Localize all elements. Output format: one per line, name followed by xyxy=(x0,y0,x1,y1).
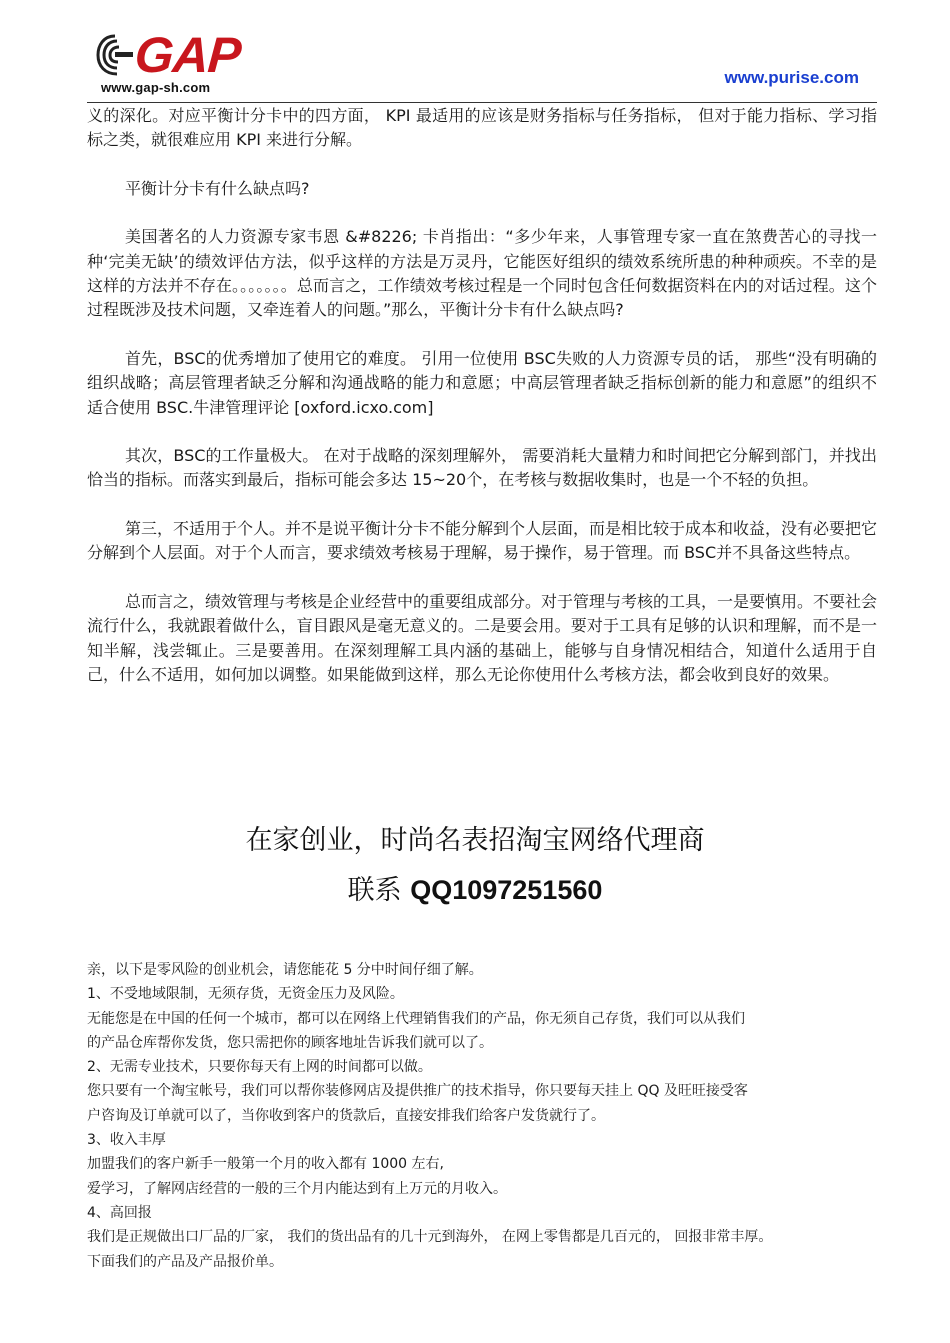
paragraph-second: 其次，BSC的工作量极大。 在对于战略的深刻理解外， 需要消耗大量精力和时间把它分解到部门，并找出恰当的指标。而落实到最后，指标可能会多达 15~20个，在考核与数据收集时，也是一个不轻的负担。 xyxy=(87,446,877,490)
gap-logo xyxy=(95,28,255,96)
ad-line: 您只要有一个淘宝帐号，我们可以帮你装修网店及提供推广的技术指导，你只要每天挂上 QQ 及旺旺接受客 xyxy=(87,1083,748,1100)
paragraph-first: 首先，BSC的优秀增加了使用它的难度。 引用一位使用 BSC失败的人力资源专员的话， 那些“没有明确的组织战略；高层管理者缺乏分解和沟通战略的能力和意愿；中高层管理者缺乏指标创新的能力和意愿”的组织不适合使用 BSC.牛津管理评论 [oxford.icxo.com] xyxy=(87,348,877,417)
ad-details xyxy=(87,958,877,1274)
ad-line: 4、高回报 xyxy=(87,1204,152,1221)
ad-line: 加盟我们的客户新手一般第一个月的收入都有 1000 左右, xyxy=(87,1156,444,1173)
question-heading: 平衡计分卡有什么缺点吗? xyxy=(125,178,310,198)
ad-line: 下面我们的产品及产品报价单。 xyxy=(87,1253,283,1270)
ad-line: 爱学习，了解网店经营的一般的三个月内能达到有上万元的月收入。 xyxy=(87,1180,507,1197)
page-header xyxy=(0,0,950,104)
logo-swirl-icon xyxy=(95,32,135,78)
logo-text: GAP xyxy=(133,27,243,83)
ad-line: 的产品仓库帮你发货，您只需把你的顾客地址告诉我们就可以了。 xyxy=(87,1034,493,1051)
paragraph-summary: 总而言之，绩效管理与考核是企业经营中的重要组成部分。对于管理与考核的工具，一是要慎用。不要社会流行什么，我就跟着做什么，盲目跟风是毫无意义的。二是要会用。要对于工具有足够的认识和理解，而不是一知半解，浅尝辄止。三是要善用。在深刻理解工具内涵的基础上，能够与自身情况相结合，知道什么适用于自己，什么不适用，如何加以调整。如果能做到这样，那么无论你使用什么考核方法，都会收到良好的效果。 xyxy=(87,591,878,684)
paragraph-kpi: 义的深化。对应平衡计分卡中的四方面， KPI 最适用的应该是财务指标与任务指标， 但对于能力指标、学习指标之类，就很难应用 KPI 来进行分解。 xyxy=(87,106,877,150)
ad-contact xyxy=(0,868,950,907)
ad-line: 我们是正规做出口厂品的厂家， 我们的货出品有的几十元到海外， 在网上零售都是几百元的， 回报非常丰厚。 xyxy=(87,1229,773,1246)
article-body xyxy=(87,104,877,711)
logo-url: www.gap-sh.com xyxy=(101,80,211,95)
ad-contact-prefix: 联系 xyxy=(347,875,402,906)
paragraph-third: 第三，不适用于个人。并不是说平衡计分卡不能分解到个人层面，而是相比较于成本和收益，没有必要把它分解到个人层面。对于个人而言，要求绩效考核易于理解，易于操作，易于管理。而 BSC并不具备这些特点。 xyxy=(87,519,878,563)
ad-title: 在家创业，时尚名表招淘宝网络代理商 xyxy=(245,825,705,856)
ad-line: 2、无需专业技术，只要你每天有上网的时间都可以做。 xyxy=(87,1059,432,1076)
paragraph-quote: 美国著名的人力资源专家韦恩 &#8226; 卡肖指出：“多少年来，人事管理专家一直在煞费苦心的寻找一种‘完美无缺’的绩效评估方法，似乎这样的方法是万灵丹，它能医好组织的绩效系统所患的种种顽疾。不幸的是这样的方法并不存在。。。。。。。总而言之，工作绩效考核过程是一个同时包含任何数据资料在内的对话过程。这个过程既涉及技术问题，又牵连着人的问题。”那么，平衡计分卡有什么缺点吗? xyxy=(87,227,877,320)
ad-line: 1、不受地域限制，无须存货，无资金压力及风险。 xyxy=(87,986,404,1003)
header-divider xyxy=(87,102,877,103)
ad-line: 无能您是在中国的任何一个城市，都可以在网络上代理销售我们的产品，你无须自己存货，我们可以从我们 xyxy=(87,1010,745,1027)
ad-line: 亲，以下是零风险的创业机会，请您能花 5 分中时间仔细了解。 xyxy=(87,962,483,978)
site-link[interactable]: www.purise.com xyxy=(724,68,859,87)
ad-line: 3、收入丰厚 xyxy=(87,1132,166,1149)
ad-line: 户咨询及订单就可以了，当你收到客户的货款后，直接安排我们给客户发货就行了。 xyxy=(87,1107,605,1124)
ad-contact-qq: QQ1097251560 xyxy=(410,875,603,905)
